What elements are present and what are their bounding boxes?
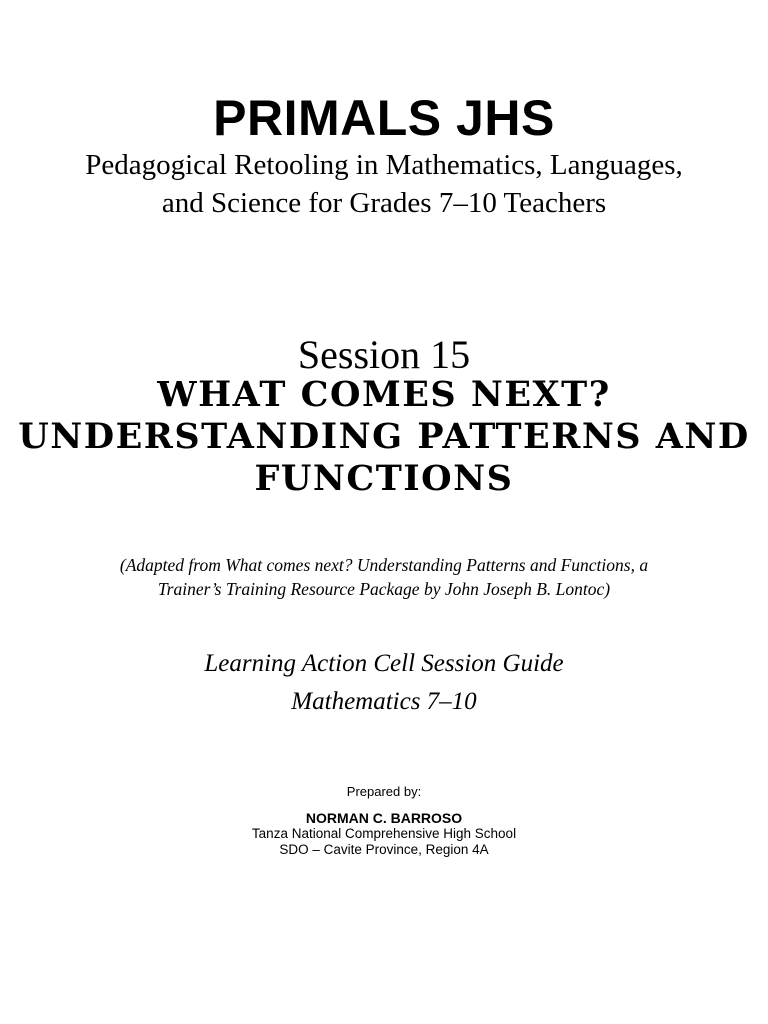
adaptation-note-line-1: (Adapted from What comes next? Understanding Patterns and Functions, a (119, 555, 649, 575)
document-subtitle (0, 146, 768, 222)
guide-line-1: Learning Action Cell Session Guide (204, 650, 564, 677)
session-number: Session 15 (297, 332, 471, 377)
session-guide-label (0, 645, 768, 721)
prepared-by-label: Prepared by: (346, 784, 422, 799)
author-name: NORMAN C. BARROSO (305, 810, 463, 826)
subtitle-line-2: and Science for Grades 7–10 Teachers (161, 187, 607, 219)
document-title: PRIMALS JHS (213, 90, 555, 146)
adaptation-note (0, 553, 768, 601)
session-title-line-1: WHAT COMES NEXT? (157, 374, 611, 415)
guide-line-2: Mathematics 7–10 (291, 688, 477, 715)
subtitle-line-1: Pedagogical Retooling in Mathematics, Languages, (85, 149, 683, 181)
session-title-line-3: FUNCTIONS (254, 458, 514, 499)
author-affiliation (0, 826, 768, 858)
author-school: Tanza National Comprehensive High School (251, 826, 517, 841)
author-division: SDO – Cavite Province, Region 4A (279, 842, 489, 857)
session-title (0, 374, 768, 500)
session-title-line-2: UNDERSTANDING PATTERNS AND (18, 416, 750, 457)
adaptation-note-line-2: Trainer’s Training Resource Package by John Joseph B. Lontoc) (157, 579, 611, 599)
